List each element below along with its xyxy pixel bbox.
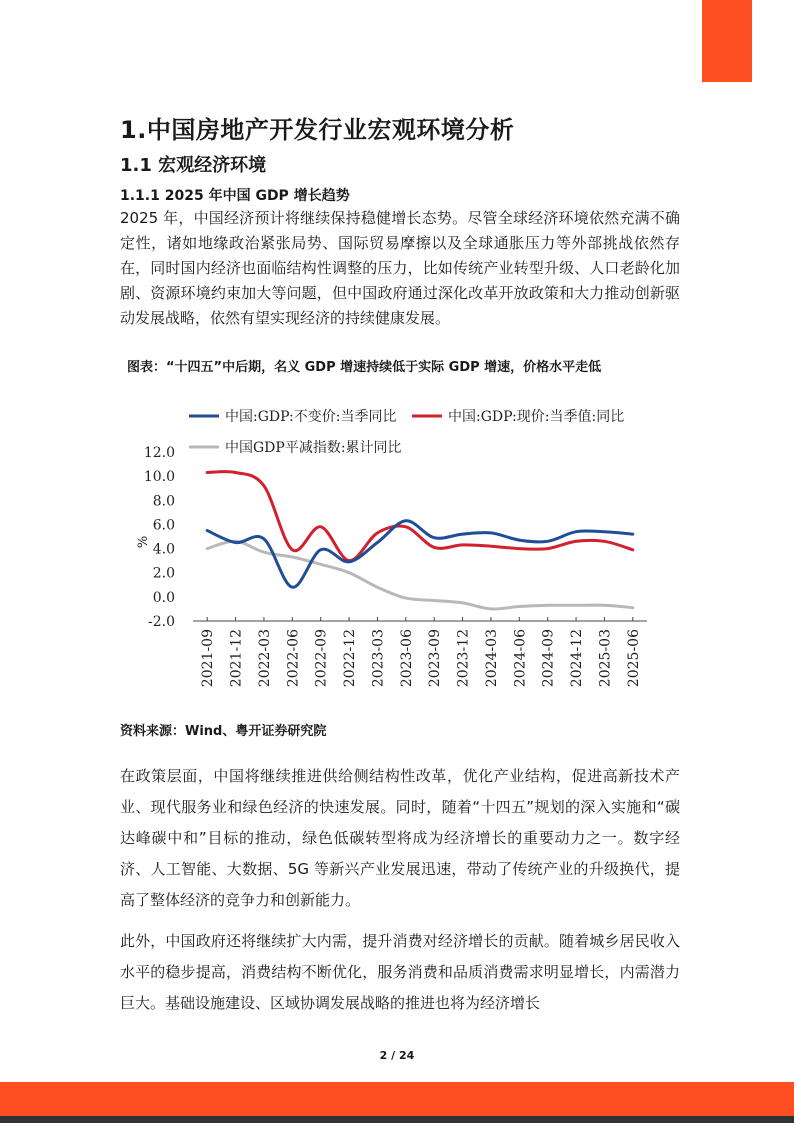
- section-heading-1: 1.中国房地产开发行业宏观环境分析: [120, 116, 515, 144]
- page-number: 2 / 24: [379, 1049, 415, 1062]
- x-tick-label: 2023-12: [455, 629, 472, 688]
- x-tick-label: 2024-03: [483, 629, 500, 688]
- legend-label: 中国GDP平减指数:累计同比: [225, 440, 402, 456]
- legend-label: 中国:GDP:不变价:当季同比: [225, 409, 397, 425]
- y-tick-label: 8.0: [152, 493, 175, 510]
- x-tick-label: 2021-09: [200, 629, 217, 688]
- domestic-demand-paragraph: 此外，中国政府还将继续扩大内需，提升消费对经济增长的贡献。随着城乡居民收入水平的稳步提高，消费结构不断优化，服务消费和品质消费需求明显增长，内需潜力巨大。基础设施建设、区域协调发展战略的推进也将为经济增长: [120, 932, 680, 1012]
- x-tick-label: 2022-03: [256, 629, 273, 688]
- y-tick-label: 10.0: [143, 469, 175, 486]
- x-tick-label: 2024-09: [540, 629, 557, 688]
- x-tick-label: 2024-12: [569, 629, 586, 688]
- y-tick-label: 4.0: [152, 541, 175, 558]
- footer-band: [0, 1082, 794, 1116]
- x-tick-label: 2022-06: [285, 629, 302, 688]
- y-tick-label: -2.0: [148, 614, 175, 630]
- y-tick-label: 2.0: [152, 565, 175, 582]
- y-tick-label: 12.0: [143, 445, 175, 461]
- x-tick-label: 2022-12: [342, 629, 359, 688]
- section-heading-1-1: 1.1 宏观经济环境: [120, 155, 267, 176]
- x-tick-label: 2022-09: [313, 629, 330, 688]
- figure-source: 资料来源：Wind、粤开证券研究院: [120, 724, 327, 739]
- y-tick-label: 6.0: [152, 517, 175, 534]
- gdp-line-chart: [127, 392, 690, 697]
- figure-caption: 图表：“十四五”中后期，名义 GDP 增速持续低于实际 GDP 增速，价格水平走低: [127, 360, 602, 375]
- x-tick-label: 2023-06: [398, 629, 415, 688]
- corner-accent-block: [702, 0, 752, 82]
- intro-paragraph: 2025 年，中国经济预计将继续保持稳健增长态势。尽管全球经济环境依然充满不确定性，诸如地缘政治紧张局势、国际贸易摩擦以及全球通胀压力等外部挑战依然存在，同时国内经济也面临结构性调整的压力，比如传统产业转型升级、人口老龄化加剧、资源环境约束加大等问题，但中国政府通过深化改革开放政策和大力推动创新驱动发展战略，依然有望实现经济的持续健康发展。: [120, 209, 680, 327]
- section-heading-1-1-1: 1.1.1 2025 年中国 GDP 增长趋势: [120, 188, 350, 204]
- x-tick-label: 2023-03: [370, 629, 387, 688]
- y-tick-label: 0.0: [152, 589, 175, 606]
- x-tick-label: 2025-03: [597, 629, 614, 688]
- x-tick-label: 2025-06: [625, 629, 642, 688]
- y-axis-label: %: [136, 535, 151, 549]
- x-tick-label: 2023-09: [427, 629, 444, 688]
- x-tick-label: 2021-12: [228, 629, 245, 688]
- footer-strip: [0, 1116, 794, 1123]
- x-tick-label: 2024-06: [512, 629, 529, 688]
- legend-label: 中国:GDP:现价:当季值:同比: [448, 409, 625, 425]
- policy-paragraph: 在政策层面，中国将继续推进供给侧结构性改革，优化产业结构，促进高新技术产业、现代服务业和绿色经济的快速发展。同时，随着“十四五”规划的深入实施和“碳达峰碳中和”目标的推动，绿色低碳转型将成为经济增长的重要动力之一。数字经济、人工智能、大数据、5G 等新兴产业发展迅速，带动了传统产业的升级换代，提高了整体经济的竞争力和创新能力。: [120, 767, 680, 909]
